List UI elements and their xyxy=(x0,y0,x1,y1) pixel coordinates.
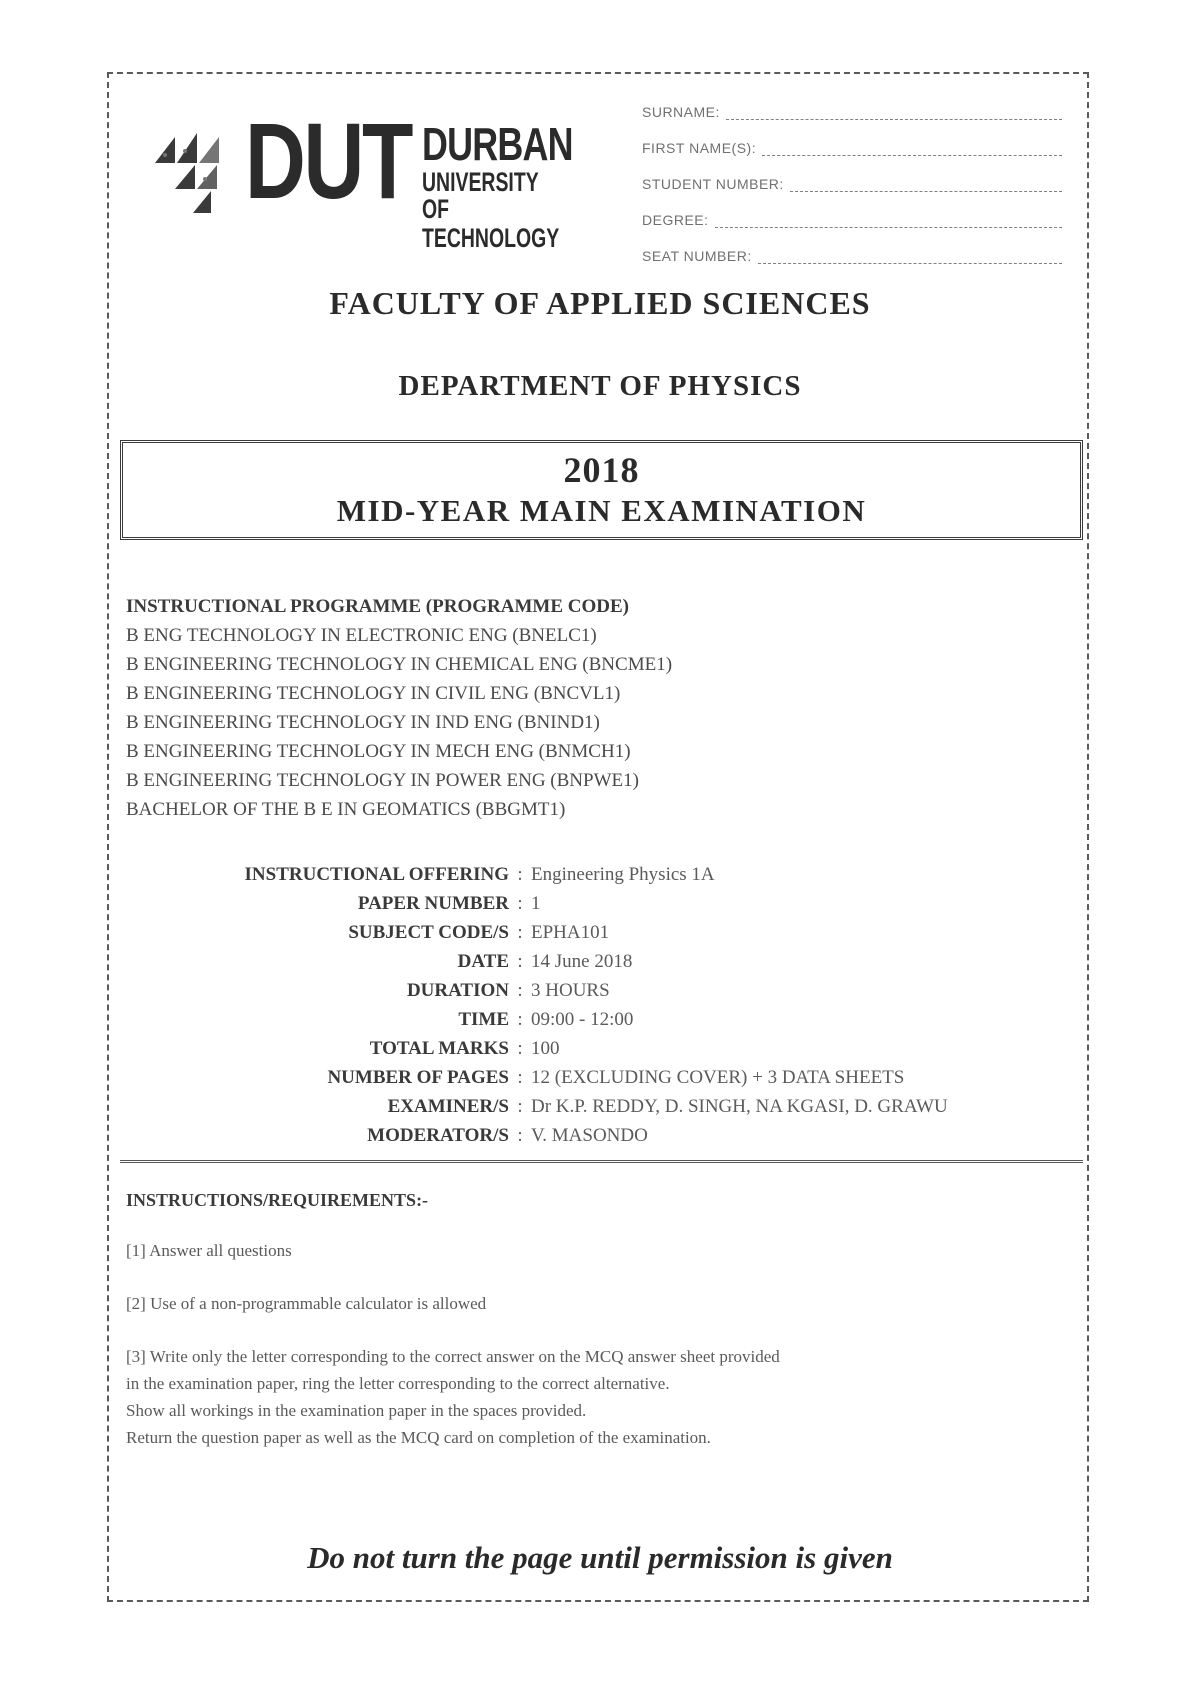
offering-separator: : xyxy=(517,1038,523,1059)
programme-item: B ENG TECHNOLOGY IN ELECTRONIC ENG (BNELC1) xyxy=(126,625,597,646)
offering-separator: : xyxy=(517,1125,523,1146)
instructions-section xyxy=(126,1190,1026,1477)
faculty-heading: FACULTY OF APPLIED SCIENCES xyxy=(329,285,871,321)
degree-label: DEGREE: xyxy=(642,212,709,228)
exam-year: 2018 xyxy=(563,450,640,490)
programme-item: B ENGINEERING TECHNOLOGY IN IND ENG (BNIND1) xyxy=(126,712,600,733)
student-number-label: STUDENT NUMBER: xyxy=(642,176,784,192)
programme-heading: INSTRUCTIONAL PROGRAMME (PROGRAMME CODE) xyxy=(126,596,629,617)
department-heading: DEPARTMENT OF PHYSICS xyxy=(398,370,802,402)
offering-label: MODERATOR/S xyxy=(367,1125,509,1146)
first-names-line xyxy=(762,139,1062,156)
offering-separator: : xyxy=(517,1009,523,1030)
offering-value: 12 (EXCLUDING COVER) + 3 DATA SHEETS xyxy=(531,1067,905,1088)
offering-value: Dr K.P. REDDY, D. SINGH, NA KGASI, D. GRAWU xyxy=(531,1096,948,1117)
surname-label: SURNAME: xyxy=(642,104,720,120)
exam-title: MID-YEAR MAIN EXAMINATION xyxy=(336,493,867,528)
offering-row xyxy=(126,1121,1076,1150)
instruction-line: [3] Write only the letter corresponding to the correct answer on the MCQ answer sheet provided xyxy=(126,1347,780,1366)
first-names-field[interactable] xyxy=(642,128,1062,156)
degree-field[interactable] xyxy=(642,200,1062,228)
offering-value: 1 xyxy=(531,893,541,914)
offering-value: V. MASONDO xyxy=(531,1125,648,1146)
offering-label: TOTAL MARKS xyxy=(369,1038,509,1059)
offering-row xyxy=(126,1063,1076,1092)
offering-separator: : xyxy=(517,893,523,914)
degree-line xyxy=(715,211,1062,228)
offering-label: SUBJECT CODE/S xyxy=(348,922,509,943)
offering-label: INSTRUCTIONAL OFFERING xyxy=(244,864,509,885)
student-number-field[interactable] xyxy=(642,164,1062,192)
offering-row xyxy=(126,1005,1076,1034)
offering-row xyxy=(126,947,1076,976)
programme-item: B ENGINEERING TECHNOLOGY IN POWER ENG (BNPWE1) xyxy=(126,770,639,791)
logo-name-line2: UNIVERSITY OF xyxy=(422,167,539,224)
surname-field[interactable] xyxy=(642,92,1062,120)
offering-value: 14 June 2018 xyxy=(531,951,633,972)
surname-line xyxy=(726,103,1062,120)
student-number-line xyxy=(790,175,1062,192)
exam-title-box xyxy=(120,440,1083,540)
offering-value: Engineering Physics 1A xyxy=(531,864,715,885)
seat-number-label: SEAT NUMBER: xyxy=(642,248,752,264)
seat-number-field[interactable] xyxy=(642,236,1062,264)
instruction-item xyxy=(126,1343,1026,1451)
logo-triangles-icon xyxy=(145,115,240,215)
section-divider xyxy=(120,1160,1083,1163)
programme-item: B ENGINEERING TECHNOLOGY IN CHEMICAL ENG (BNCME1) xyxy=(126,654,673,675)
offering-label: DURATION xyxy=(406,980,509,1001)
offering-separator: : xyxy=(517,922,523,943)
offering-row xyxy=(126,918,1076,947)
logo-wordmark xyxy=(422,118,592,253)
offering-separator: : xyxy=(517,1067,523,1088)
programme-item: BACHELOR OF THE B E IN GEOMATICS (BBGMT1) xyxy=(126,799,566,820)
offering-details xyxy=(126,860,1076,1150)
seat-number-line xyxy=(758,247,1062,264)
logo-name-line3: TECHNOLOGY xyxy=(422,223,560,253)
offering-value: 3 HOURS xyxy=(531,980,610,1001)
offering-row xyxy=(126,976,1076,1005)
offering-label: NUMBER OF PAGES xyxy=(327,1067,509,1088)
instruction-item: [1] Answer all questions xyxy=(126,1241,292,1260)
instructions-heading: INSTRUCTIONS/REQUIREMENTS:- xyxy=(126,1190,429,1210)
offering-label: EXAMINER/S xyxy=(387,1096,509,1117)
offering-row xyxy=(126,889,1076,918)
offering-row xyxy=(126,860,1076,889)
university-logo xyxy=(145,100,585,253)
offering-separator: : xyxy=(517,1096,523,1117)
offering-label: PAPER NUMBER xyxy=(357,893,509,914)
programme-item: B ENGINEERING TECHNOLOGY IN MECH ENG (BNMCH1) xyxy=(126,741,631,762)
offering-label: TIME xyxy=(458,1009,509,1030)
student-details xyxy=(642,92,1062,272)
programme-list xyxy=(126,592,1026,824)
instruction-line: in the examination paper, ring the letter corresponding to the correct alternative. xyxy=(126,1374,670,1393)
instruction-line: Return the question paper as well as the MCQ card on completion of the examination. xyxy=(126,1428,711,1447)
offering-separator: : xyxy=(517,951,523,972)
offering-label: DATE xyxy=(457,951,509,972)
logo-abbreviation: DUT xyxy=(245,100,412,221)
first-names-label: FIRST NAME(S): xyxy=(642,140,757,156)
offering-value: 09:00 - 12:00 xyxy=(531,1009,634,1030)
instruction-item: [2] Use of a non-programmable calculator is allowed xyxy=(126,1294,487,1313)
programme-item: B ENGINEERING TECHNOLOGY IN CIVIL ENG (BNCVL1) xyxy=(126,683,621,704)
offering-separator: : xyxy=(517,864,523,885)
offering-value: 100 xyxy=(531,1038,560,1059)
offering-row xyxy=(126,1034,1076,1063)
offering-row xyxy=(126,1092,1076,1121)
offering-separator: : xyxy=(517,980,523,1001)
logo-name-line1: DURBAN xyxy=(422,118,573,170)
footer-warning: Do not turn the page until permission is given xyxy=(307,1540,893,1575)
offering-value: EPHA101 xyxy=(531,922,610,943)
instruction-line: Show all workings in the examination paper in the spaces provided. xyxy=(126,1401,587,1420)
